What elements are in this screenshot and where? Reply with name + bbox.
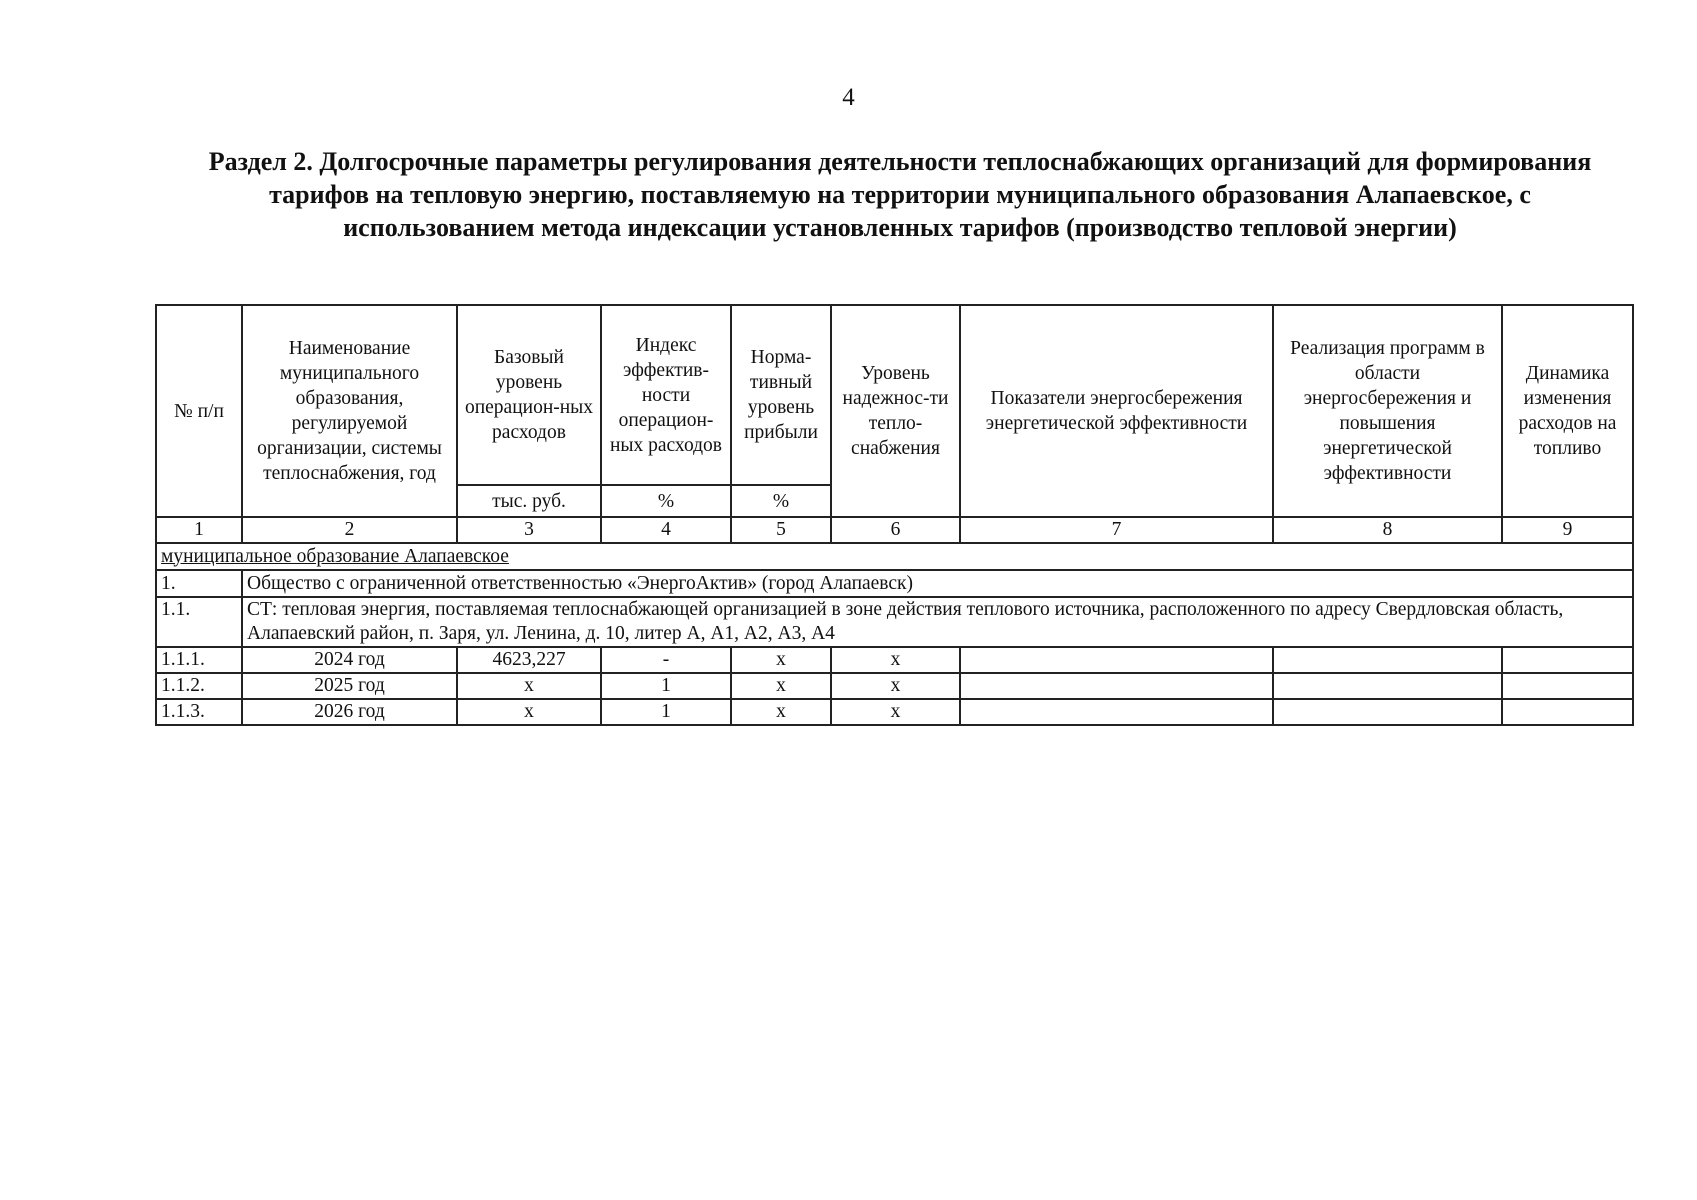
row-index: 1 bbox=[601, 699, 731, 725]
row-index: - bbox=[601, 647, 731, 673]
row-profit: х bbox=[731, 673, 831, 699]
row-programs bbox=[1273, 647, 1502, 673]
unit-efficiency-index: % bbox=[601, 485, 731, 517]
row-year: 2025 год bbox=[242, 673, 457, 699]
table-row bbox=[156, 699, 1633, 725]
unit-profit: % bbox=[731, 485, 831, 517]
header-profit: Норма-тивный уровень прибыли bbox=[731, 305, 831, 485]
row-programs bbox=[1273, 673, 1502, 699]
row-num: 1.1.2. bbox=[156, 673, 242, 699]
column-number: 4 bbox=[601, 517, 731, 543]
row-energy-saving bbox=[960, 673, 1273, 699]
row-energy-saving bbox=[960, 699, 1273, 725]
header-efficiency-index: Индекс эффектив-ности операцион-ных расходов bbox=[601, 305, 731, 485]
row-year: 2026 год bbox=[242, 699, 457, 725]
row-year: 2024 год bbox=[242, 647, 457, 673]
organization-row bbox=[156, 570, 1633, 597]
column-number: 3 bbox=[457, 517, 601, 543]
row-programs bbox=[1273, 699, 1502, 725]
column-number: 9 bbox=[1502, 517, 1633, 543]
header-programs: Реализация программ в области энергосбережения и повышения энергетической эффективности bbox=[1273, 305, 1502, 517]
organization-num: 1. bbox=[156, 570, 242, 597]
municipality-row bbox=[156, 543, 1633, 570]
row-base-cost: х bbox=[457, 673, 601, 699]
tariff-parameters-table bbox=[155, 304, 1634, 726]
row-reliability: х bbox=[831, 673, 960, 699]
header-base-cost: Базовый уровень операцион-ных расходов bbox=[457, 305, 601, 485]
system-num: 1.1. bbox=[156, 597, 242, 647]
row-base-cost: х bbox=[457, 699, 601, 725]
row-num: 1.1.1. bbox=[156, 647, 242, 673]
table-header-row bbox=[156, 305, 1633, 485]
system-row bbox=[156, 597, 1633, 647]
row-base-cost: 4623,227 bbox=[457, 647, 601, 673]
header-num: № п/п bbox=[156, 305, 242, 517]
row-profit: х bbox=[731, 647, 831, 673]
column-number: 2 bbox=[242, 517, 457, 543]
header-fuel-dynamics: Динамика изменения расходов на топливо bbox=[1502, 305, 1633, 517]
unit-base-cost: тыс. руб. bbox=[457, 485, 601, 517]
header-energy-saving: Показатели энергосбережения энергетической эффективности bbox=[960, 305, 1273, 517]
row-energy-saving bbox=[960, 647, 1273, 673]
section-title: Раздел 2. Долгосрочные параметры регулирования деятельности теплоснабжающих организаций для формирования тарифов на тепловую энергию, поставляемую на территории муниципального образования Алапаевское, с использованием метода индексации установленных тарифов (производство тепловой энергии) bbox=[208, 147, 1592, 242]
row-fuel-dynamics bbox=[1502, 673, 1633, 699]
row-profit: х bbox=[731, 699, 831, 725]
header-reliability: Уровень надежнос-ти тепло-снабжения bbox=[831, 305, 960, 517]
page-number: 4 bbox=[842, 84, 855, 111]
row-fuel-dynamics bbox=[1502, 647, 1633, 673]
row-fuel-dynamics bbox=[1502, 699, 1633, 725]
header-name: Наименование муниципального образования, регулируемой организации, системы теплоснабжения, год bbox=[242, 305, 457, 517]
column-number: 1 bbox=[156, 517, 242, 543]
table-row bbox=[156, 647, 1633, 673]
row-index: 1 bbox=[601, 673, 731, 699]
municipality-name: муниципальное образование Алапаевское bbox=[156, 543, 1633, 570]
column-number: 7 bbox=[960, 517, 1273, 543]
column-number-row bbox=[156, 517, 1633, 543]
table-row bbox=[156, 673, 1633, 699]
row-reliability: х bbox=[831, 647, 960, 673]
organization-name: Общество с ограниченной ответственностью «ЭнергоАктив» (город Алапаевск) bbox=[242, 570, 1633, 597]
row-num: 1.1.3. bbox=[156, 699, 242, 725]
system-name: СТ: тепловая энергия, поставляемая теплоснабжающей организацией в зоне действия теплового источника, расположенного по адресу Свердловская область, Алапаевский район, п. Заря, ул. Ленина, д. 10, литер А, А1, А2, А3, А4 bbox=[242, 597, 1633, 647]
row-reliability: х bbox=[831, 699, 960, 725]
column-number: 6 bbox=[831, 517, 960, 543]
column-number: 8 bbox=[1273, 517, 1502, 543]
column-number: 5 bbox=[731, 517, 831, 543]
